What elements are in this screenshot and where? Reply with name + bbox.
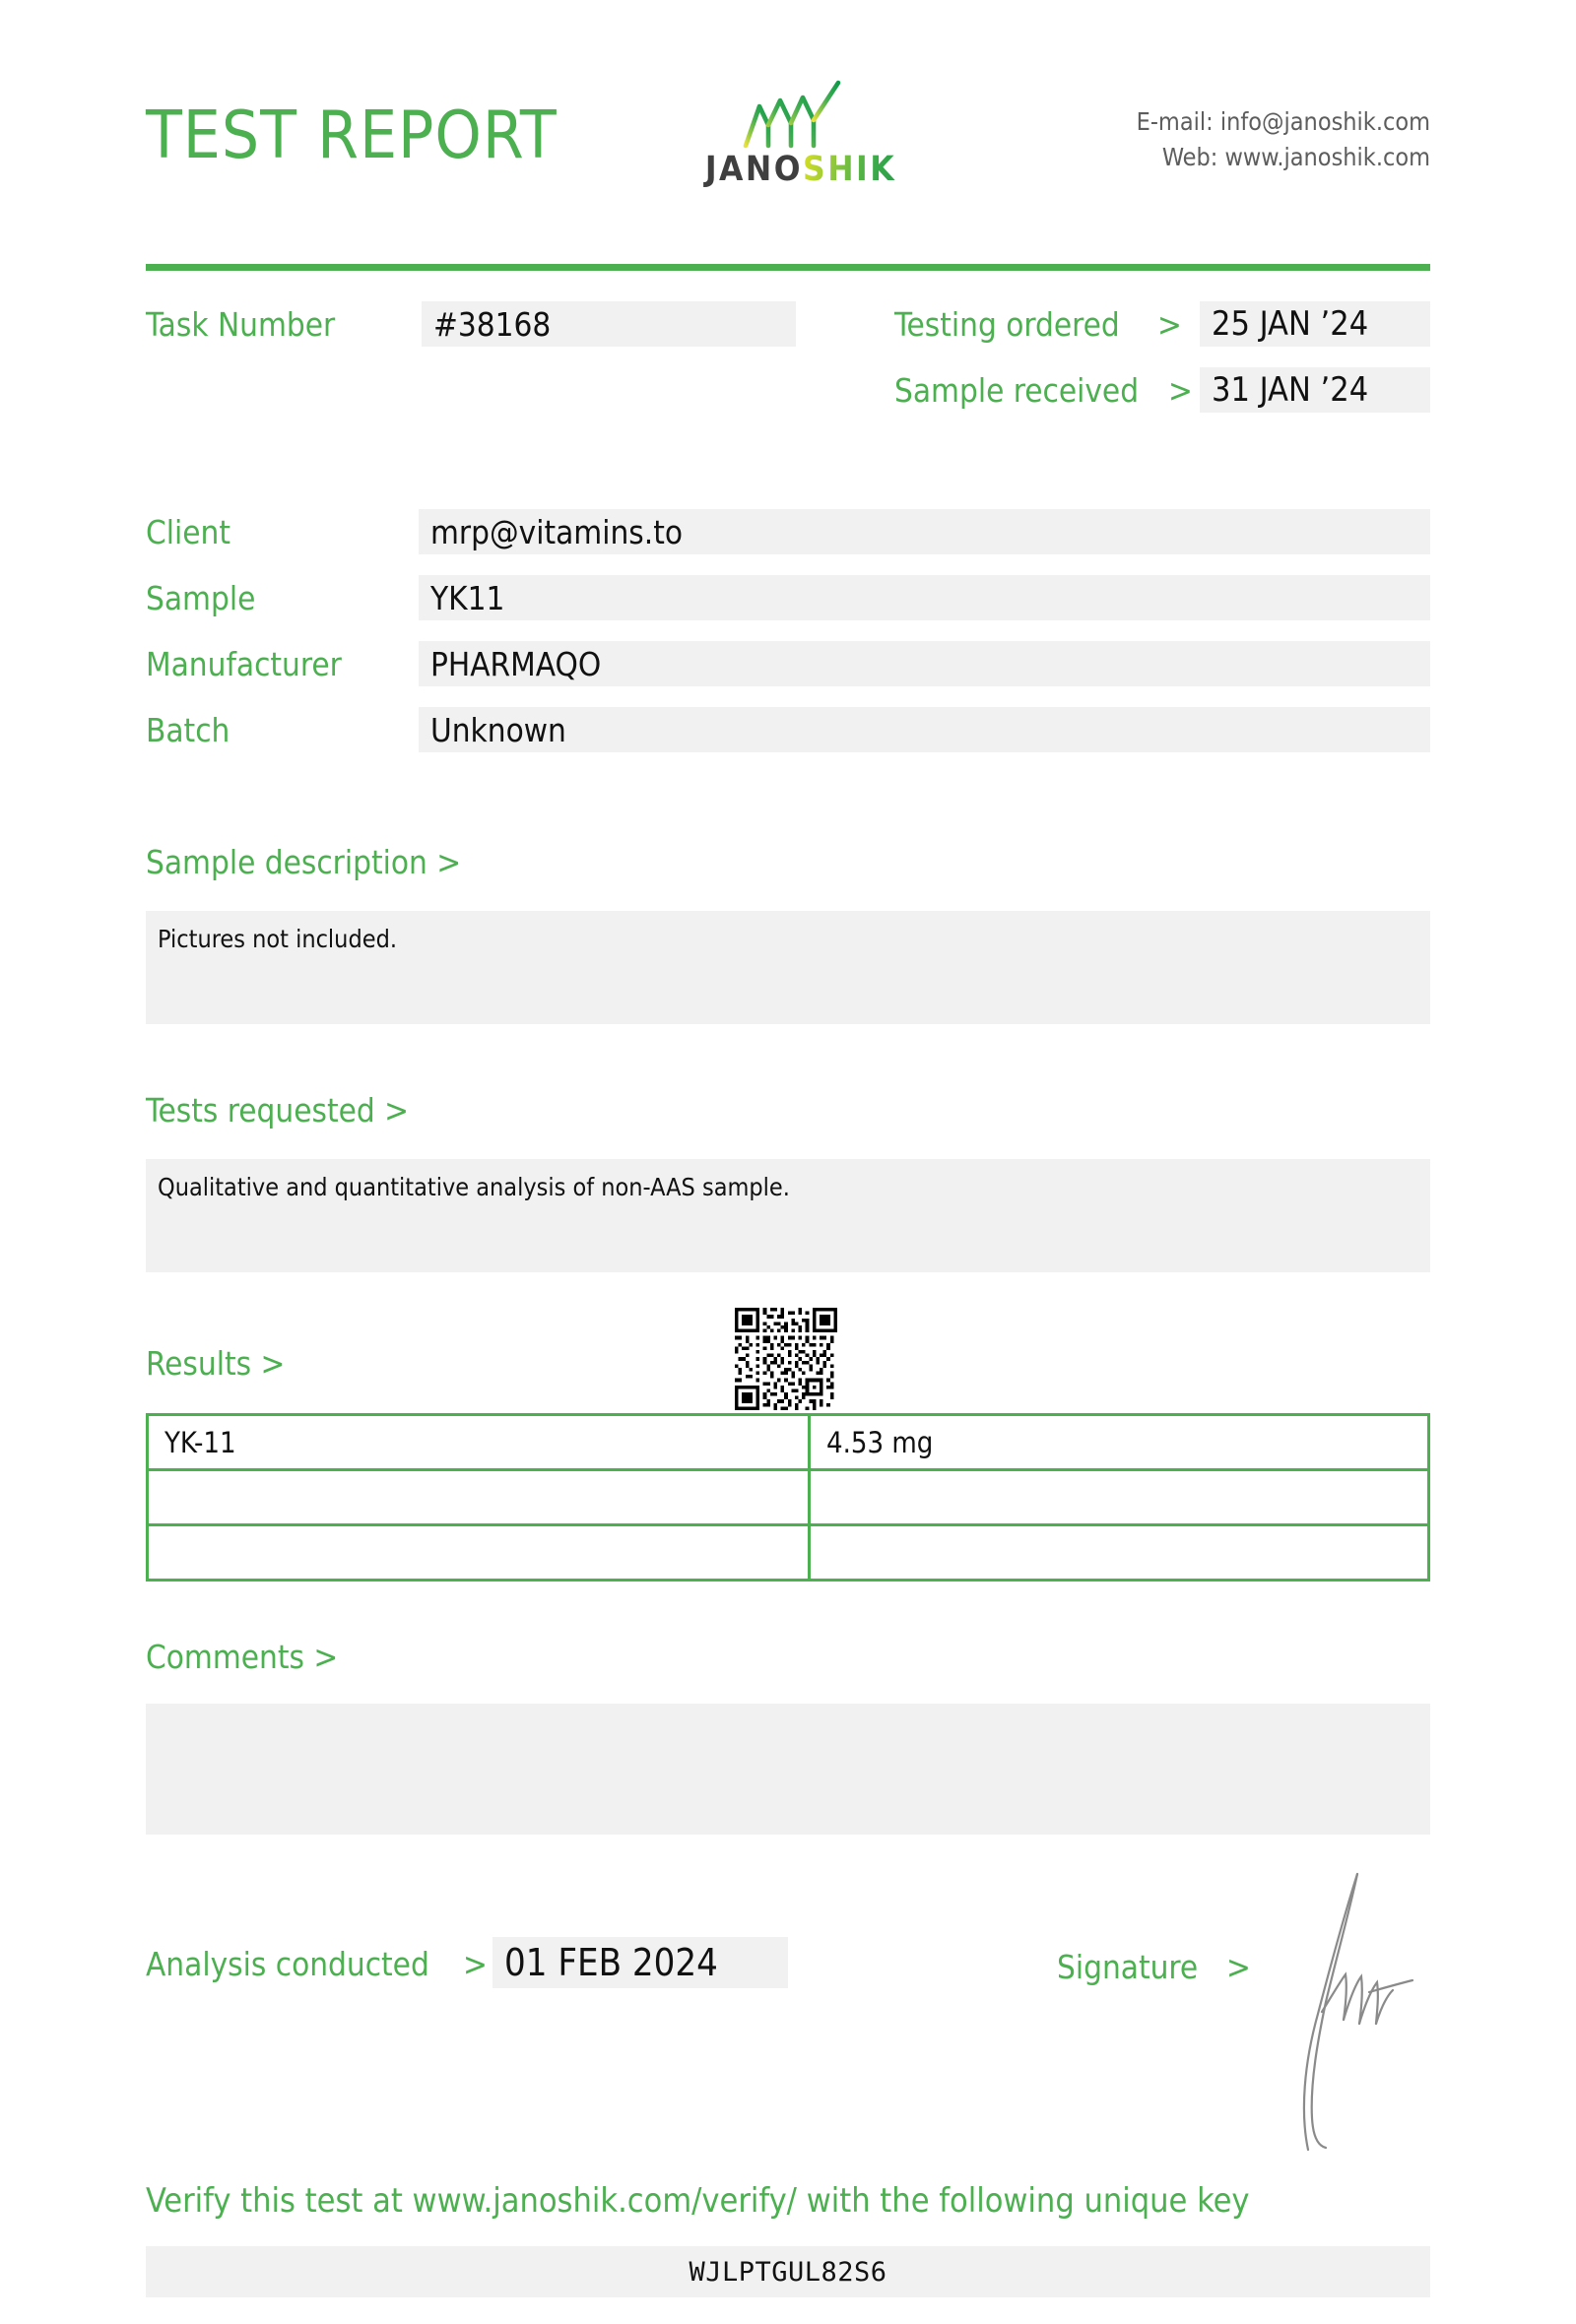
report-header — [146, 89, 1430, 217]
comments-box — [146, 1704, 1430, 1835]
manufacturer-label: Manufacturer — [146, 645, 342, 683]
comments-heading: Comments > — [146, 1638, 339, 1676]
tests-requested-heading: Tests requested > — [146, 1091, 410, 1130]
testing-ordered-label: Testing ordered — [894, 305, 1120, 344]
tests-requested-box: Qualitative and quantitative analysis of non-AAS sample. — [146, 1159, 1430, 1272]
logo-word-grad: SHIK — [803, 150, 897, 189]
logo-mark-icon — [740, 79, 856, 150]
testing-ordered-separator: > — [1157, 305, 1182, 344]
batch-value: Unknown — [419, 707, 1430, 752]
task-number-label: Task Number — [146, 305, 336, 344]
testing-ordered-value: 25 JAN ’24 — [1200, 301, 1430, 347]
signature-image — [1271, 1866, 1428, 2152]
result-amount: 4.53 mg — [810, 1415, 1429, 1470]
sample-label: Sample — [146, 579, 256, 617]
analysis-conducted-separator: > — [463, 1945, 488, 1983]
manufacturer-value: PHARMAQO — [419, 641, 1430, 686]
signature-separator: > — [1226, 1948, 1251, 1986]
contact-email: E-mail: info@janoshik.com — [1136, 107, 1430, 136]
client-label: Client — [146, 513, 230, 551]
janoshik-logo — [683, 79, 919, 217]
sample-value: YK11 — [419, 575, 1430, 620]
result-compound — [148, 1525, 810, 1581]
result-amount — [810, 1470, 1429, 1525]
verification-qr-code-icon — [735, 1308, 837, 1410]
logo-word-dark: JANO — [704, 150, 804, 189]
sample-received-value: 31 JAN ’24 — [1200, 367, 1430, 413]
sample-received-separator: > — [1168, 371, 1193, 410]
sample-description-heading: Sample description > — [146, 843, 462, 881]
contact-web: Web: www.janoshik.com — [1161, 143, 1430, 171]
logo-wordmark — [683, 150, 919, 189]
contact-info — [1137, 104, 1430, 175]
result-compound — [148, 1470, 810, 1525]
table-row — [148, 1525, 1429, 1581]
unique-key-value: WJLPTGUL82S6 — [146, 2246, 1430, 2297]
header-divider — [146, 264, 1430, 271]
signature-label: Signature — [1057, 1948, 1199, 1986]
table-row — [148, 1415, 1429, 1470]
results-heading: Results > — [146, 1344, 286, 1383]
result-amount — [810, 1525, 1429, 1581]
task-number-value: #38168 — [422, 301, 796, 347]
batch-label: Batch — [146, 711, 230, 749]
analysis-conducted-label: Analysis conducted — [146, 1945, 429, 1983]
table-row — [148, 1470, 1429, 1525]
page-title: TEST REPORT — [146, 97, 558, 173]
result-compound: YK-11 — [148, 1415, 810, 1470]
verify-instruction: Verify this test at www.janoshik.com/verify/ with the following unique key — [146, 2181, 1250, 2221]
sample-description-box: Pictures not included. — [146, 911, 1430, 1024]
sample-received-label: Sample received — [894, 371, 1140, 410]
analysis-conducted-value: 01 FEB 2024 — [492, 1937, 788, 1988]
results-table — [146, 1413, 1430, 1582]
client-value: mrp@vitamins.to — [419, 509, 1430, 554]
